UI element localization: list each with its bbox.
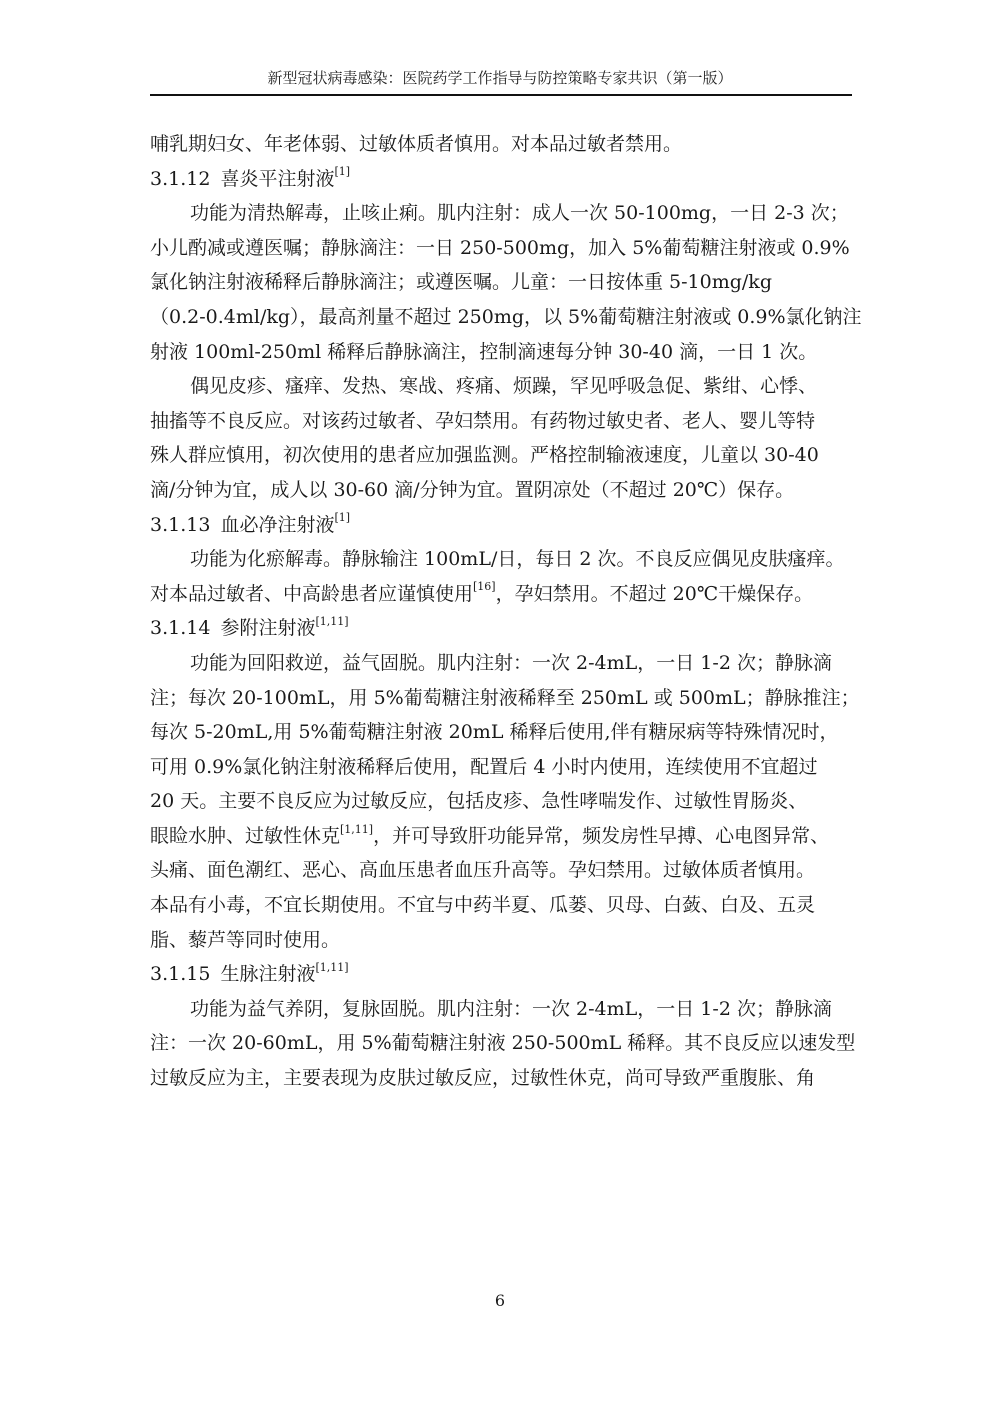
text-segment: 偶见皮疹、瘙痒、发热、寒战、疼痛、烦躁，罕见呼吸急促、紫绀、心悸、 xyxy=(190,375,818,398)
text-line xyxy=(150,335,855,370)
text-line xyxy=(150,681,860,716)
text-line xyxy=(150,888,855,923)
text-segment: 注：一次 20-60mL，用 5%葡萄糖注射液 250-500mL 稀释。其不良反应以速发型 xyxy=(150,1032,856,1055)
text-line xyxy=(150,265,855,300)
text-segment: 射液 100ml-250ml 稀释后静脉滴注，控制滴速每分钟 30-40 滴，一日 1 次。 xyxy=(150,340,818,363)
section-heading xyxy=(150,508,855,543)
text-segment: 功能为益气养阴，复脉固脱。肌内注射：一次 2-4mL，一日 1-2 次；静脉滴 xyxy=(190,997,832,1020)
text-line xyxy=(150,542,855,577)
text-segment: 本品有小毒，不宜长期使用。不宜与中药半夏、瓜蒌、贝母、白蔹、白及、五灵 xyxy=(150,894,816,917)
text-segment: 小儿酌减或遵医嘱；静脉滴注：一日 250-500mg，加入 5%葡萄糖注射液或 0.9% xyxy=(150,236,850,259)
text-segment: ，并可导致肝功能异常，频发房性早搏、心电图异常、 xyxy=(373,824,830,847)
text-line xyxy=(150,1026,855,1061)
section-number: 3.1.14 xyxy=(150,617,211,640)
text-line xyxy=(150,231,855,266)
text-line xyxy=(150,438,855,473)
citation-ref: [1] xyxy=(334,165,351,179)
text-line xyxy=(150,715,855,750)
text-segment: 功能为清热解毒，止咳止痢。肌内注射：成人一次 50-100mg，一日 2-3 次； xyxy=(190,202,849,225)
section-title: 喜炎平注射液 xyxy=(220,167,335,190)
text-segment: ，孕妇禁用。不超过 20℃干燥保存。 xyxy=(495,582,814,605)
text-segment: 可用 0.9%氯化钠注射液稀释后使用，配置后 4 小时内使用，连续使用不宜超过 xyxy=(150,755,818,778)
section-number: 3.1.12 xyxy=(150,167,211,190)
citation-ref: [1,11] xyxy=(340,822,374,836)
text-line xyxy=(150,577,855,612)
text-segment: 功能为化瘀解毒。静脉输注 100mL/日，每日 2 次。不良反应偶见皮肤瘙痒。 xyxy=(190,548,845,571)
text-line xyxy=(150,473,855,508)
text-line xyxy=(150,369,855,404)
text-line xyxy=(150,992,855,1027)
page-header-title: 新型冠状病毒感染：医院药学工作指导与防控策略专家共识（第一版） xyxy=(267,69,733,87)
document-body xyxy=(150,127,862,1096)
text-segment: 哺乳期妇女、年老体弱、过敏体质者慎用。对本品过敏者禁用。 xyxy=(150,133,683,155)
text-segment: 氯化钠注射液稀释后静脉滴注；或遵医嘱。儿童：一日按体重 5-10mg/kg xyxy=(150,271,772,294)
section-number: 3.1.13 xyxy=(150,513,211,536)
text-line xyxy=(150,127,855,162)
section-title: 血必净注射液 xyxy=(220,513,335,536)
text-segment: 抽搐等不良反应。对该药过敏者、孕妇禁用。有药物过敏史者、老人、婴儿等特 xyxy=(150,409,816,432)
text-segment: 眼睑水肿、过敏性休克 xyxy=(150,824,341,847)
text-line xyxy=(150,300,862,335)
text-line xyxy=(150,923,855,958)
citation-ref: [16] xyxy=(473,580,496,594)
citation-ref: [1,11] xyxy=(315,614,349,628)
section-heading xyxy=(150,957,855,992)
section-number: 3.1.15 xyxy=(150,963,211,986)
text-segment: （0.2-0.4ml/kg），最高剂量不超过 250mg，以 5%葡萄糖注射液或 0.9%氯化钠注 xyxy=(150,305,862,328)
text-line xyxy=(150,196,855,231)
section-heading xyxy=(150,611,855,646)
citation-ref: [1] xyxy=(334,511,351,525)
text-segment: 20 天。主要不良反应为过敏反应，包括皮疹、急性哮喘发作、过敏性胃肠炎、 xyxy=(150,790,808,813)
text-segment: 殊人群应慎用，初次使用的患者应加强监测。严格控制输液速度，儿童以 30-40 xyxy=(150,444,819,467)
text-line xyxy=(150,819,855,854)
text-segment: 功能为回阳救逆，益气固脱。肌内注射：一次 2-4mL，一日 1-2 次；静脉滴 xyxy=(190,651,832,674)
text-line xyxy=(150,853,855,888)
section-title: 参附注射液 xyxy=(220,617,316,640)
header-divider xyxy=(150,94,852,96)
citation-ref: [1,11] xyxy=(315,960,349,974)
text-line xyxy=(150,784,855,819)
text-line xyxy=(150,1061,855,1096)
text-segment: 脂、藜芦等同时使用。 xyxy=(150,928,341,951)
text-segment: 每次 5-20mL,用 5%葡萄糖注射液 20mL 稀释后使用,伴有糖尿病等特殊情况时， xyxy=(150,721,839,744)
text-segment: 注；每次 20-100mL，用 5%葡萄糖注射液稀释至 250mL 或 500mL；静脉推注； xyxy=(150,686,860,709)
text-segment: 过敏反应为主，主要表现为皮肤过敏反应，过敏性休克，尚可导致严重腹胀、角 xyxy=(150,1067,816,1090)
text-line xyxy=(150,646,855,681)
page-number: 6 xyxy=(494,1291,506,1310)
section-title: 生脉注射液 xyxy=(220,963,316,986)
text-segment: 对本品过敏者、中高龄患者应谨慎使用 xyxy=(150,582,474,605)
text-line xyxy=(150,750,855,785)
text-segment: 头痛、面色潮红、恶心、高血压患者血压升高等。孕妇禁用。过敏体质者慎用。 xyxy=(150,859,816,882)
text-line xyxy=(150,404,855,439)
text-segment: 滴/分钟为宜，成人以 30-60 滴/分钟为宜。置阴凉处（不超过 20℃）保存。 xyxy=(150,478,795,501)
section-heading xyxy=(150,162,855,197)
